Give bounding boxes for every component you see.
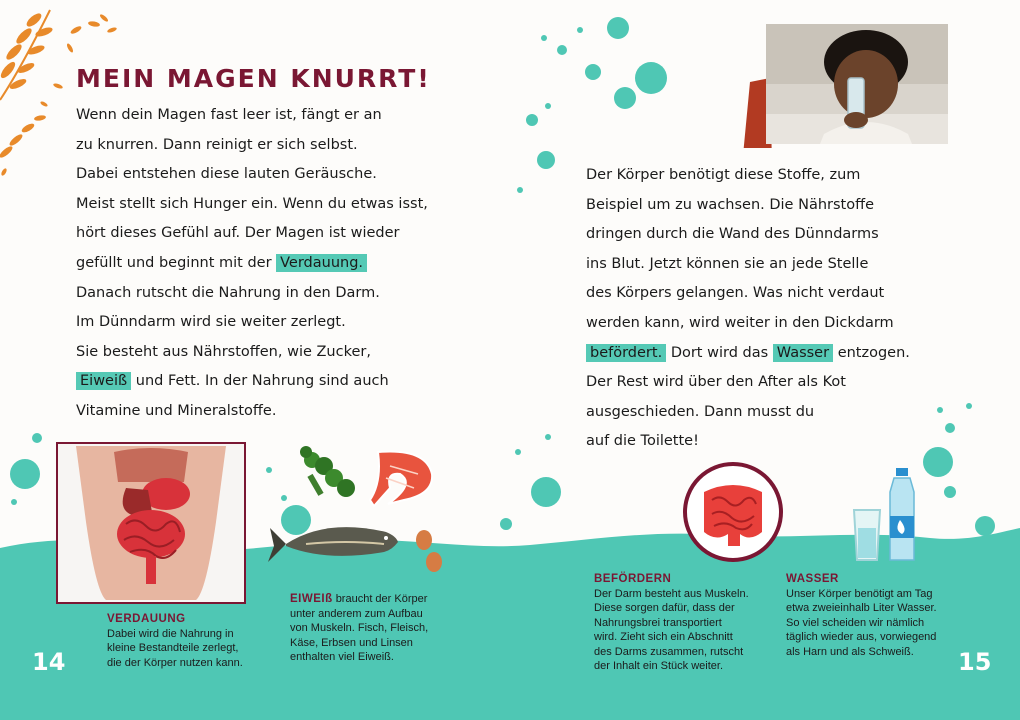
text-line: werden kann, wird weiter in den Dickdarm [586, 314, 894, 331]
caption-line: Unser Körper benötigt am Tag [786, 587, 933, 600]
text-line: auf die Toilette! [586, 433, 699, 450]
text-line: zu knurren. Dann reinigt er sich selbst. [76, 136, 358, 153]
right-body-text [586, 161, 910, 457]
caption-title: EIWEIß [290, 593, 333, 605]
highlight-befoerdert: befördert. [586, 344, 666, 362]
page-number-right: 15 [958, 648, 992, 676]
text-line-with-highlight [76, 367, 428, 397]
caption-line: Der Darm besteht aus Muskeln. [594, 587, 749, 600]
text-line: des Körpers gelangen. Was nicht verdaut [586, 285, 885, 302]
caption-line: als Harn und als Schweiß. [786, 645, 914, 658]
text-line: Dabei entstehen diese lauten Geräusche. [76, 166, 377, 183]
text-line: hört dieses Gefühl auf. Der Magen ist wieder [76, 225, 400, 242]
text-line: Sie besteht aus Nährstoffen, wie Zucker, [76, 343, 371, 360]
caption-line: Nahrungsbrei transportiert [594, 616, 722, 629]
caption-verdauung [107, 612, 243, 670]
caption-line: von Muskeln. Fisch, Fleisch, [290, 622, 429, 634]
water-glass-icon [854, 510, 880, 560]
left-body-text [76, 101, 428, 427]
text-line: ausgeschieden. Dann musst du [586, 403, 815, 420]
text-line: Der Rest wird über den After als Kot [586, 374, 846, 391]
text-segment: gefüllt und beginnt mit der [76, 254, 272, 271]
broccoli-icon [300, 446, 355, 497]
text-line-with-highlight [76, 249, 428, 279]
text-segment: und Fett. In der Nahrung sind auch [135, 373, 389, 390]
caption-title: VERDAUUNG [107, 613, 186, 625]
caption-title: WASSER [786, 573, 839, 585]
caption-line: täglich wieder aus, vorwiegend [786, 631, 937, 643]
highlight-wasser: Wasser [773, 344, 833, 362]
photo-child-drinking [736, 24, 948, 148]
highlight-eiweiss: Eiweiß [76, 372, 131, 390]
page-number-left: 14 [32, 648, 66, 676]
caption-line: unter anderem zum Aufbau [290, 607, 423, 620]
caption-line: Käse, Erbsen und Linsen [290, 636, 413, 649]
salmon-steak-icon [370, 451, 432, 506]
caption-line: etwa zweieinhalb Liter Wasser. [786, 602, 937, 614]
caption-text: braucht der Körper [335, 593, 428, 605]
text-line: Danach rutscht die Nahrung in den Darm. [76, 284, 380, 301]
text-line: Vitamine und Mineralstoffe. [76, 402, 277, 419]
caption-title: BEFÖRDERN [594, 573, 672, 585]
illustration-water [850, 466, 930, 566]
caption-line: wird. Zieht sich ein Abschnitt [594, 631, 733, 643]
caption-line: der Inhalt ein Stück weiter. [594, 660, 724, 672]
text-line: ins Blut. Jetzt können sie an jede Stelle [586, 255, 869, 272]
caption-line: des Darms zusammen, rutscht [594, 645, 744, 658]
caption-befoerdern [594, 572, 749, 674]
illustration-digestive-system [56, 442, 246, 604]
text-line: Wenn dein Magen fast leer ist, fängt er an [76, 107, 382, 123]
text-line-with-highlight [586, 339, 910, 369]
fish-icon [268, 527, 398, 562]
caption-line: die der Körper nutzen kann. [107, 656, 243, 669]
water-bottle-icon [890, 468, 914, 560]
caption-eiweiss [290, 592, 428, 665]
text-line: dringen durch die Wand des Dünndarms [586, 226, 879, 243]
caption-wasser [786, 572, 937, 659]
text-line: Meist stellt sich Hunger ein. Wenn du etwas isst, [76, 195, 428, 212]
page-heading: MEIN MAGEN KNURRT! [76, 64, 431, 93]
caption-line: Dabei wird die Nahrung in [107, 627, 234, 640]
highlight-verdauung: Verdauung. [276, 254, 367, 272]
illustration-protein-foods [266, 444, 446, 584]
text-line: Der Körper benötigt diese Stoffe, zum [586, 167, 861, 183]
caption-line: Diese sorgen dafür, dass der [594, 602, 735, 614]
text-segment: Dort wird das [670, 344, 769, 361]
caption-line: kleine Bestandteile zerlegt, [107, 642, 239, 654]
text-line: Beispiel um zu wachsen. Die Nährstoffe [586, 196, 874, 213]
caption-line: enthalten viel Eiweiß. [290, 651, 394, 663]
illustration-intestine [680, 460, 786, 564]
text-line: Im Dünndarm wird sie weiter zerlegt. [76, 314, 346, 331]
caption-line: So viel scheiden wir nämlich [786, 616, 925, 629]
text-segment: entzogen. [837, 344, 910, 361]
caption-first-line [290, 592, 428, 607]
